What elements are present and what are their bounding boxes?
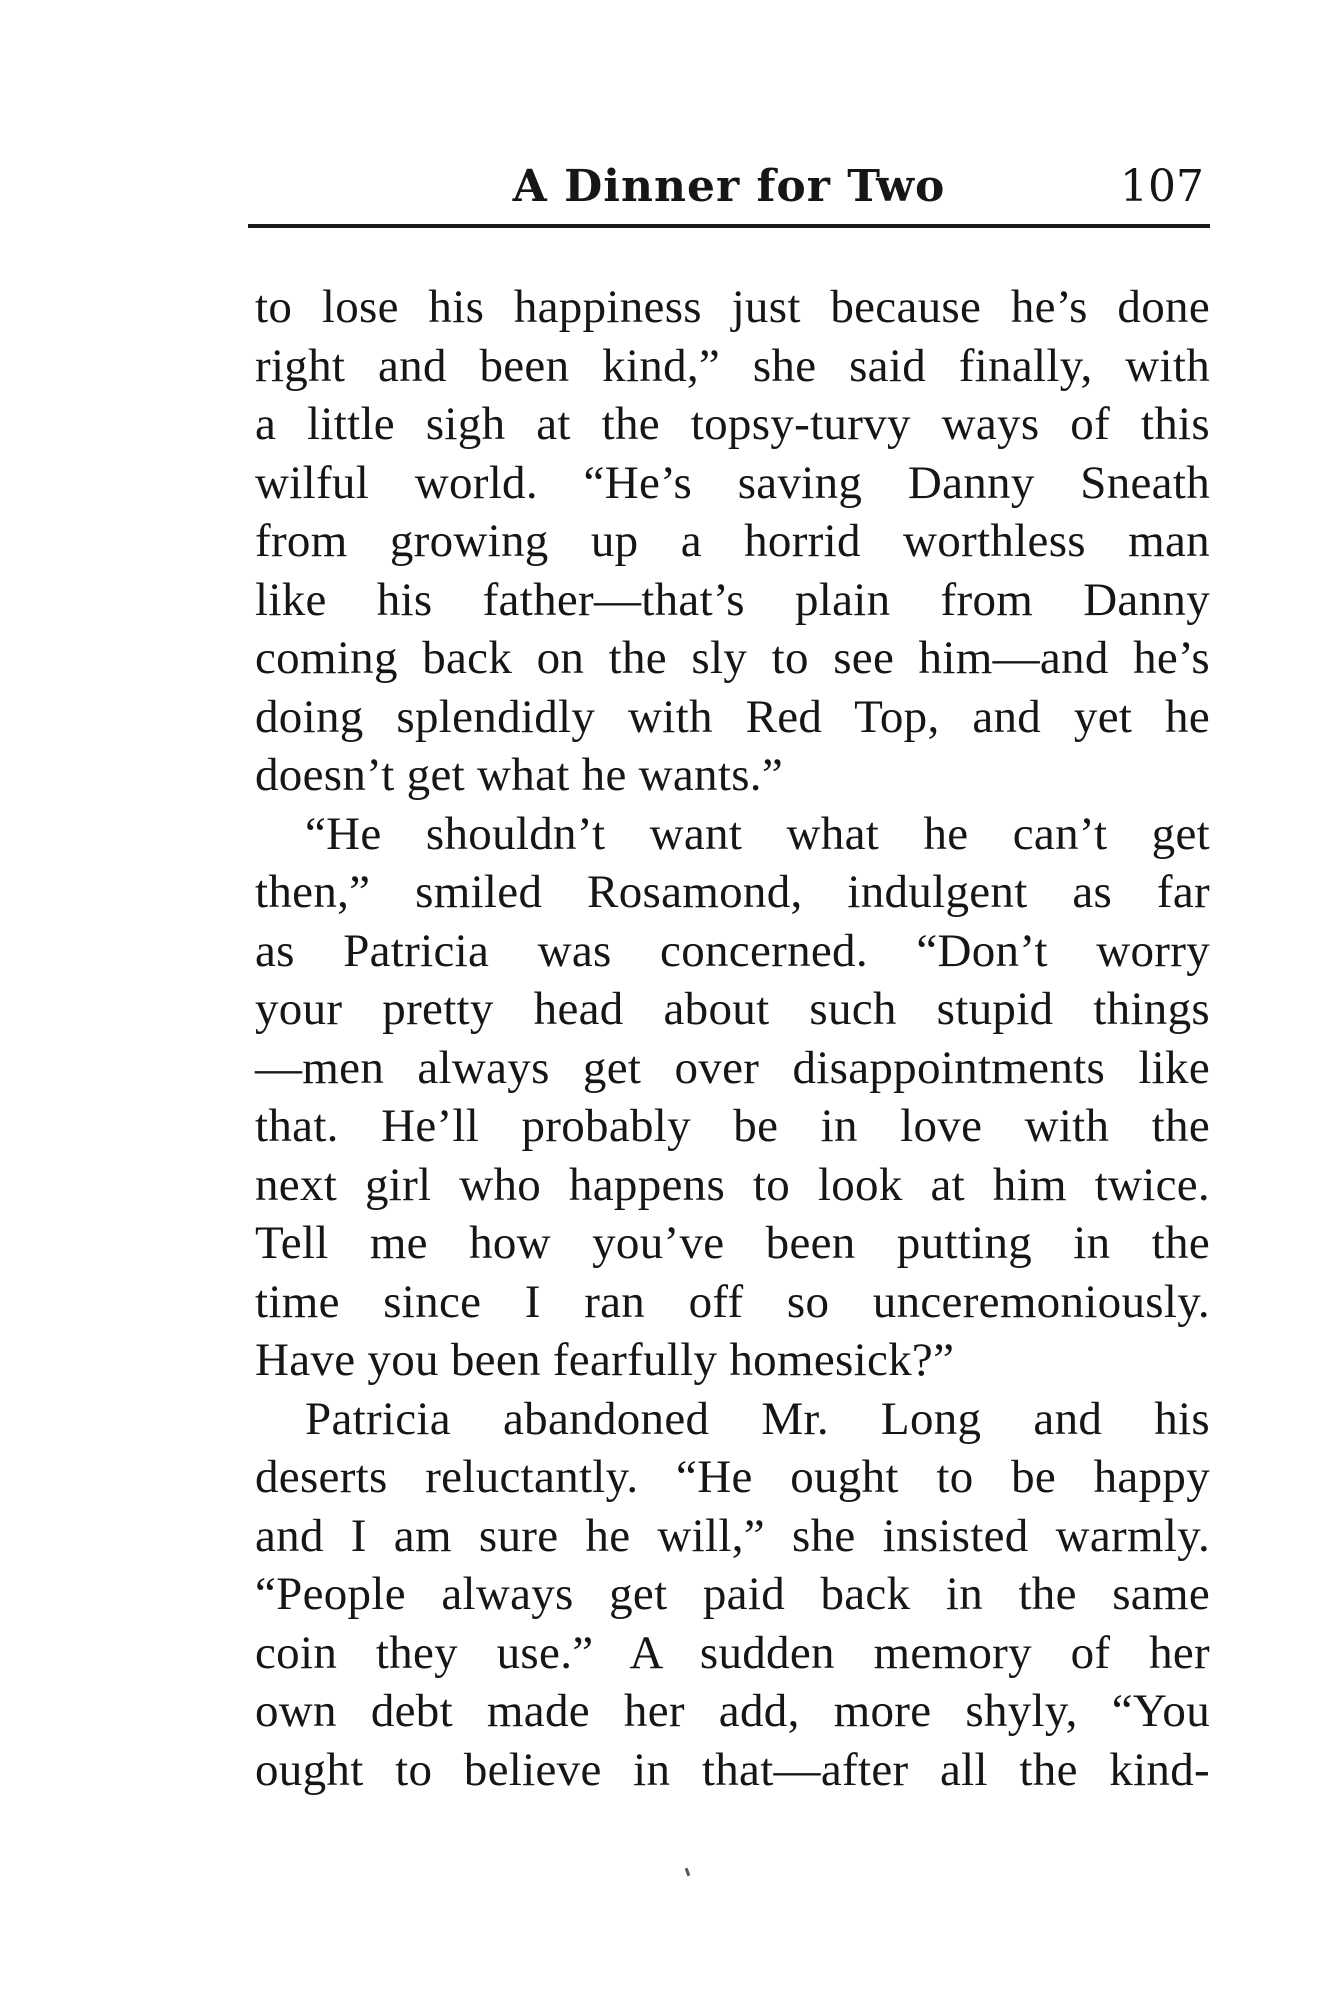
text-line: “He shouldn’t want what he can’t get <box>305 807 1210 860</box>
text-line: wilful world. “He’s saving Danny Sneath <box>255 456 1210 509</box>
text-line: time since I ran off so unceremoniously. <box>255 1275 1210 1328</box>
text-line: Tell me how you’ve been putting in the <box>255 1217 1210 1269</box>
text-line: your pretty head about such stupid things <box>255 983 1210 1035</box>
text-line: next girl who happens to look at him twice. <box>255 1158 1210 1211</box>
text-line: doing splendidly with Red Top, and yet he <box>255 690 1210 743</box>
text-line: then,” smiled Rosamond, indulgent as far <box>255 866 1210 918</box>
text-line: “People always get paid back in the same <box>255 1568 1210 1620</box>
text-line: from growing up a horrid worthless man <box>255 515 1210 567</box>
text-line: that. He’ll probably be in love with the <box>255 1100 1210 1152</box>
text-line: —men always get over disappointments like <box>255 1041 1210 1094</box>
text-line: own debt made her add, more shyly, “You <box>255 1685 1210 1737</box>
text-line: Patricia abandoned Mr. Long and his <box>305 1392 1210 1445</box>
text-line: a little sigh at the topsy-turvy ways of this <box>255 398 1210 450</box>
text-line: like his father—that’s plain from Danny <box>255 573 1210 626</box>
body-text <box>255 278 1210 1799</box>
header-rule <box>248 224 1210 228</box>
text-line: and I am sure he will,” she insisted warmly. <box>255 1509 1210 1562</box>
text-line: Have you been fearfully homesick?” <box>255 1334 955 1386</box>
text-line: as Patricia was concerned. “Don’t worry <box>255 924 1210 977</box>
text-line: ought to believe in that—after all the kind- <box>255 1743 1210 1796</box>
text-line: coin they use.” A sudden memory of her <box>255 1626 1210 1679</box>
text-line: coming back on the sly to see him—and he’s <box>255 632 1210 684</box>
running-title: A Dinner for Two <box>512 161 946 212</box>
page-number: 107 <box>1120 161 1204 212</box>
text-line: right and been kind,” she said finally, with <box>255 339 1210 392</box>
text-line: doesn’t get what he wants.” <box>255 749 784 801</box>
running-head <box>248 152 1210 222</box>
text-line: deserts reluctantly. “He ought to be happy <box>255 1451 1210 1503</box>
text-line: to lose his happiness just because he’s done <box>255 281 1210 333</box>
print-speck <box>685 1868 691 1877</box>
